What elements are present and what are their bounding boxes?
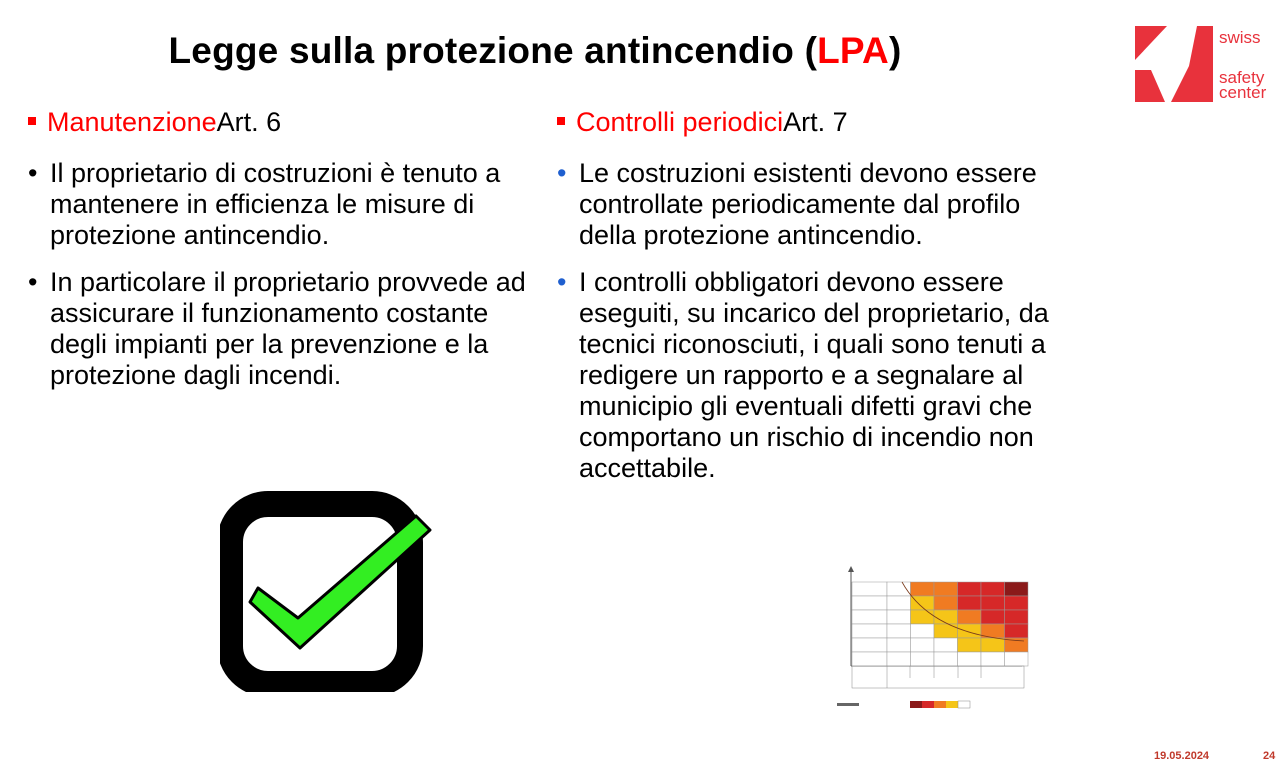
footer-page-number: 24 <box>1263 750 1276 762</box>
left-item-2 <box>28 267 528 391</box>
bullet-dot-icon: • <box>28 267 38 297</box>
left-heading-red: Manutenzione <box>47 107 217 137</box>
left-item-text: In particolare il proprietario provvede ad assicurare il funzionamento costante degli impianti per la prevenzione e la protezione dagli incendi. <box>50 267 526 390</box>
square-bullet-icon <box>28 117 36 125</box>
bullet-dot-icon: • <box>557 267 567 297</box>
right-column <box>557 107 1067 500</box>
logo-text-safety: safety <box>1219 68 1265 87</box>
bullet-dot-icon: • <box>28 158 38 188</box>
left-column <box>28 107 528 407</box>
checkbox-checked-icon <box>220 490 432 692</box>
right-item-text: Le costruzioni esistenti devono essere controllate periodicamente dal profilo della protezione antincendio. <box>579 158 1037 250</box>
logo-text-swiss: swiss <box>1219 28 1261 47</box>
square-bullet-icon <box>557 117 565 125</box>
right-item-text: I controlli obbligatori devono essere eseguiti, su incarico del proprietario, da tecnici riconosciuti, i quali sono tenuti a redigere un rapporto e a segnalare al municipio gli eventuali difetti gravi che comportano un rischio di incendio non accettabile. <box>579 267 1049 483</box>
left-item-text: Il proprietario di costruzioni è tenuto a mantenere in efficienza le misure di protezione antincendio. <box>50 158 501 250</box>
logo-text-center: center <box>1219 83 1267 102</box>
right-heading-red: Controlli periodici <box>576 107 784 137</box>
risk-matrix-image <box>832 566 1032 711</box>
title-accent: LPA <box>817 30 889 71</box>
right-heading <box>557 107 1067 138</box>
right-heading-art: Art. 7 <box>783 107 848 137</box>
right-item-2 <box>557 267 1067 484</box>
right-item-1 <box>557 158 1067 251</box>
title-main: Legge sulla protezione antincendio ( <box>168 30 818 71</box>
left-item-1 <box>28 158 528 251</box>
bullet-dot-icon: • <box>557 158 567 188</box>
swiss-safety-center-logo <box>1135 26 1285 102</box>
slide-title <box>0 30 1070 72</box>
title-end: ) <box>888 30 902 71</box>
footer-date: 19.05.2024 <box>1154 750 1210 762</box>
left-heading <box>28 107 528 138</box>
logo-mark-icon <box>1135 26 1215 102</box>
left-heading-art: Art. 6 <box>216 107 282 137</box>
